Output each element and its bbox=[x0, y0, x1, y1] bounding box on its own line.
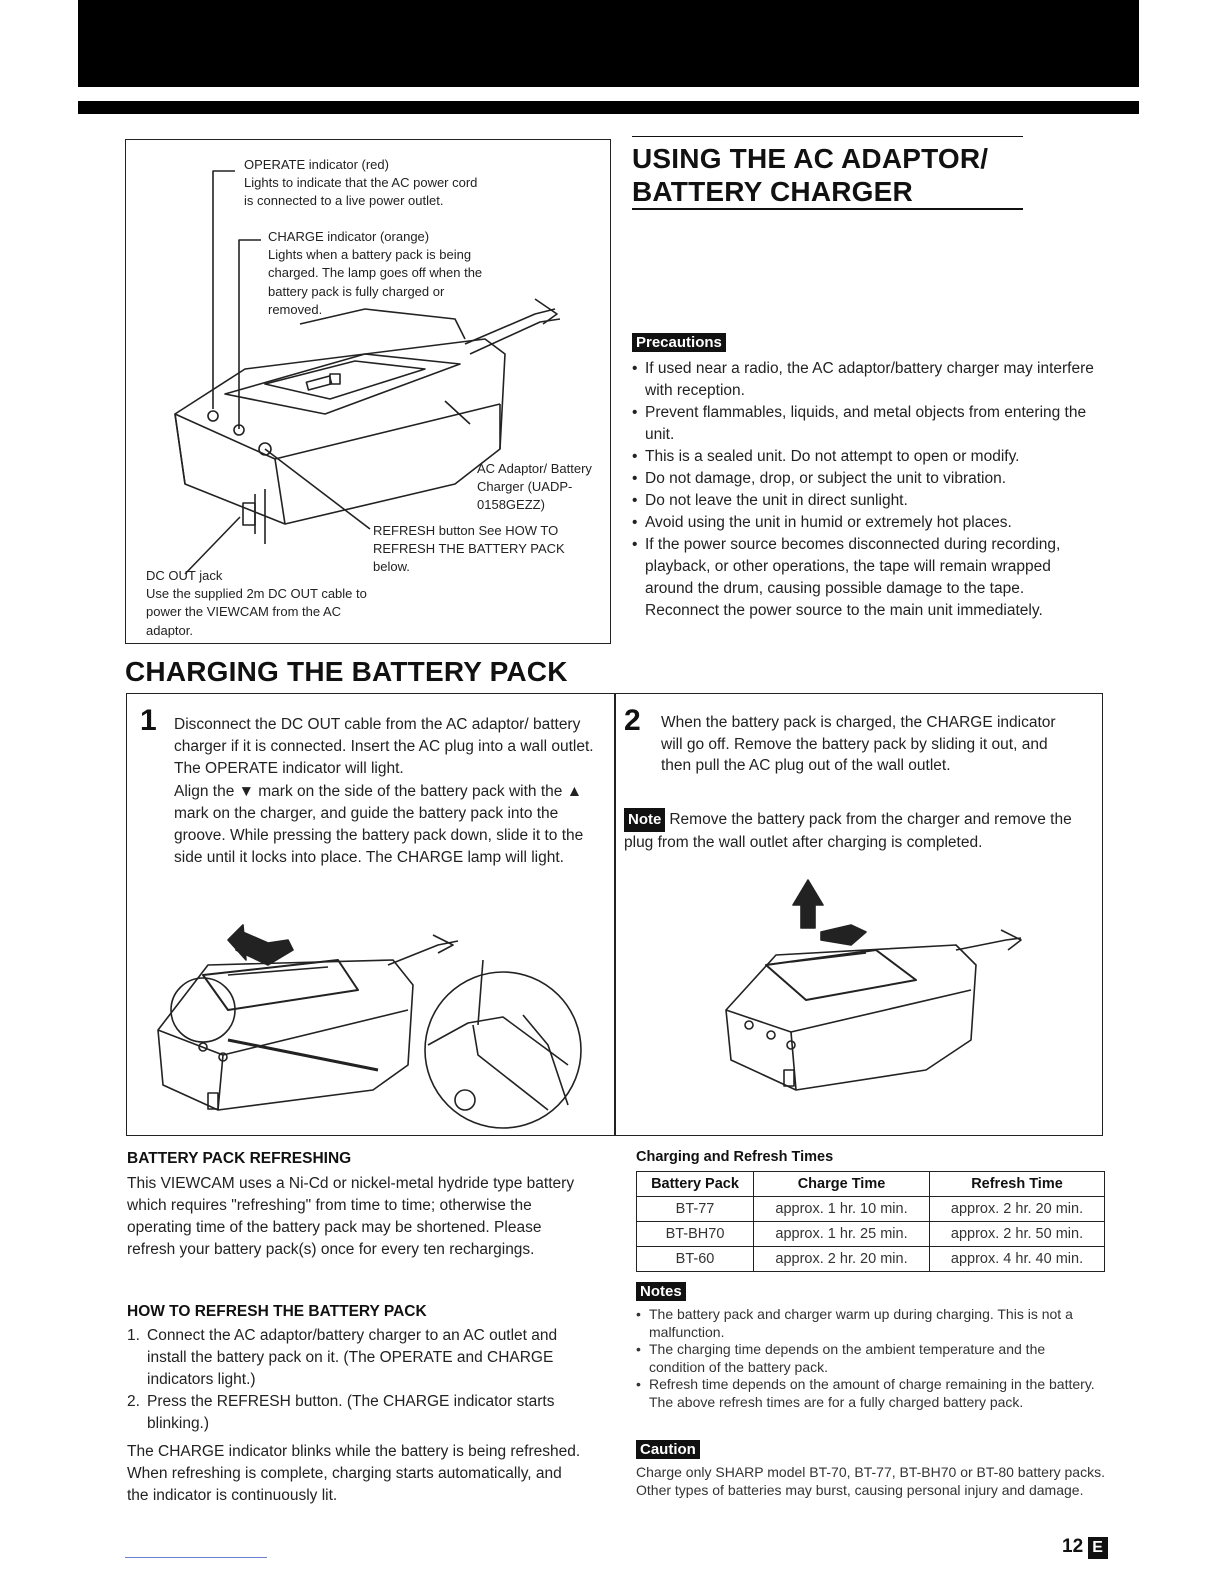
step1-illustration bbox=[128, 905, 612, 1133]
table-row bbox=[637, 1247, 1105, 1272]
caution-section bbox=[636, 1440, 700, 1459]
column-header: Battery Pack bbox=[637, 1172, 754, 1197]
times-heading: Charging and Refresh Times bbox=[636, 1149, 834, 1165]
howto-step-text: Press the REFRESH button. (The CHARGE indicator starts blinking.) bbox=[147, 1393, 555, 1432]
dcout-jack-label bbox=[146, 567, 376, 640]
table-cell: approx. 2 hr. 20 min. bbox=[754, 1247, 930, 1272]
dcout-jack-title: DC OUT jack bbox=[146, 568, 223, 583]
table-cell: approx. 1 hr. 10 min. bbox=[754, 1197, 930, 1222]
table-header-row bbox=[637, 1172, 1105, 1197]
footer-rule bbox=[125, 1557, 267, 1558]
table-row bbox=[637, 1222, 1105, 1247]
charge-indicator-label bbox=[268, 228, 508, 319]
page-title-adaptor: USING THE AC ADAPTOR/ BATTERY CHARGER bbox=[632, 143, 989, 207]
column-header: Charge Time bbox=[754, 1172, 930, 1197]
notes-section bbox=[636, 1282, 686, 1301]
precaution-item: • If the power source becomes disconnected during recording, playback, or other operations, the tape will remain wrapped around the drum, causing possible damage to the tape. Reconnect the power source to the main unit immediately. bbox=[632, 534, 1102, 622]
note-item: • Refresh time depends on the amount of charge remaining in the battery. The above refresh times are for a fully charged battery pack. bbox=[636, 1376, 1101, 1411]
caution-text: Charge only SHARP model BT-70, BT-77, BT-BH70 or BT-80 battery packs. Other types of batteries may burst, causing personal injury and damage. bbox=[636, 1464, 1105, 1498]
page-number-text: 12 bbox=[1062, 1536, 1084, 1557]
note-item: • The charging time depends on the ambient temperature and the condition of the battery pack. bbox=[636, 1341, 1101, 1376]
caution-tag: Caution bbox=[636, 1440, 700, 1459]
table-cell: BT-60 bbox=[637, 1247, 754, 1272]
table-cell: approx. 2 hr. 50 min. bbox=[930, 1222, 1105, 1247]
operate-indicator-desc: Lights to indicate that the AC power cord is connected to a live power outlet. bbox=[244, 175, 478, 209]
refreshing-heading: BATTERY PACK REFRESHING bbox=[127, 1150, 352, 1167]
header-rule-bar bbox=[78, 101, 1139, 114]
note-tag: Note bbox=[624, 808, 665, 832]
precaution-item: • Prevent flammables, liquids, and metal objects from entering the unit. bbox=[632, 402, 1102, 446]
step1-text bbox=[174, 714, 604, 869]
operate-indicator-label bbox=[244, 156, 504, 211]
howto-step: 2. Press the REFRESH button. (The CHARGE indicator starts blinking.) bbox=[127, 1391, 587, 1435]
precaution-item: • Do not damage, drop, or subject the unit to vibration. bbox=[632, 468, 1102, 490]
header-black-bar bbox=[78, 0, 1139, 87]
notes-tag: Notes bbox=[636, 1282, 686, 1301]
notes-list bbox=[636, 1306, 1101, 1411]
howto-closing: The CHARGE indicator blinks while the battery is being refreshed. When refreshing is complete, charging starts automatically, and the indicator is continuously lit. bbox=[127, 1443, 581, 1504]
howto-step-text: Connect the AC adaptor/battery charger to an AC outlet and install the battery pack on it. (The OPERATE and CHARGE indicators light.) bbox=[147, 1327, 558, 1388]
charge-times-table bbox=[636, 1171, 1105, 1272]
table-cell: approx. 4 hr. 40 min. bbox=[930, 1247, 1105, 1272]
table-cell: approx. 1 hr. 25 min. bbox=[754, 1222, 930, 1247]
adaptor-model-label: AC Adaptor/ Battery Charger (UADP-0158GEZZ) bbox=[477, 461, 592, 513]
step2-para1: When the battery pack is charged, the CHARGE indicator will go off. Remove the battery pack by sliding it out, and then pull the AC plug out of the wall outlet. bbox=[661, 714, 1056, 774]
table-cell: approx. 2 hr. 20 min. bbox=[930, 1197, 1105, 1222]
step2-note-text: Remove the battery pack from the charger and remove the plug from the wall outlet after charging is completed. bbox=[624, 811, 1072, 851]
step2-note bbox=[624, 808, 1089, 853]
precautions-list bbox=[632, 358, 1102, 622]
note-item: • The battery pack and charger warm up during charging. This is not a malfunction. bbox=[636, 1306, 1101, 1341]
operate-indicator-title: OPERATE indicator (red) bbox=[244, 157, 389, 172]
step1-para1: Disconnect the DC OUT cable from the AC adaptor/ battery charger if it is connected. Insert the AC plug into a wall outlet. bbox=[174, 716, 594, 756]
table-cell: BT-BH70 bbox=[637, 1222, 754, 1247]
table-cell: BT-77 bbox=[637, 1197, 754, 1222]
page-number bbox=[1062, 1536, 1108, 1559]
section-title-charging: CHARGING THE BATTERY PACK bbox=[125, 656, 568, 687]
step1-para2: The OPERATE indicator will light. bbox=[174, 760, 404, 778]
dcout-jack-desc: Use the supplied 2m DC OUT cable to power the VIEWCAM from the AC adaptor. bbox=[146, 586, 367, 638]
howto-heading: HOW TO REFRESH THE BATTERY PACK bbox=[127, 1303, 427, 1320]
refresh-button-label: REFRESH button See HOW TO REFRESH THE BATTERY PACK below. bbox=[373, 523, 565, 575]
precaution-item: • This is a sealed unit. Do not attempt to open or modify. bbox=[632, 446, 1102, 468]
table-row bbox=[637, 1197, 1105, 1222]
step1-number: 1 bbox=[140, 704, 157, 737]
charge-indicator-desc: Lights when a battery pack is being charged. The lamp goes off when the battery pack is fully charged or removed. bbox=[268, 247, 483, 317]
refreshing-text: This VIEWCAM uses a Ni-Cd or nickel-metal hydride type battery which requires "refreshing" from time to time; otherwise the operating time of the battery pack may be shortened. Please refresh your battery pack(s) once for every ten rechargings. bbox=[127, 1175, 575, 1258]
precaution-item: • Do not leave the unit in direct sunlight. bbox=[632, 490, 1102, 512]
step2-illustration bbox=[616, 870, 1100, 1133]
precautions-section bbox=[632, 333, 726, 352]
precautions-tag: Precautions bbox=[632, 333, 726, 352]
precaution-item: • Avoid using the unit in humid or extremely hot places. bbox=[632, 512, 1102, 534]
howto-steps bbox=[127, 1325, 587, 1435]
title-bottom-rule bbox=[632, 208, 1023, 210]
charge-indicator-title: CHARGE indicator (orange) bbox=[268, 229, 430, 244]
step2-number: 2 bbox=[624, 704, 641, 737]
language-badge: E bbox=[1088, 1537, 1108, 1559]
precaution-item: • If used near a radio, the AC adaptor/battery charger may interfere with reception. bbox=[632, 358, 1102, 402]
howto-step: 1. Connect the AC adaptor/battery charger to an AC outlet and install the battery pack on it. (The OPERATE and CHARGE indicators light.) bbox=[127, 1325, 587, 1391]
column-header: Refresh Time bbox=[930, 1172, 1105, 1197]
title-top-rule bbox=[632, 136, 1023, 137]
step1-para3: Align the ▼ mark on the side of the battery pack with the ▲ mark on the charger, and guide the battery pack into the groove. While pressing the battery pack down, slide it to the side until it locks into place. The CHARGE lamp will light. bbox=[174, 782, 584, 867]
